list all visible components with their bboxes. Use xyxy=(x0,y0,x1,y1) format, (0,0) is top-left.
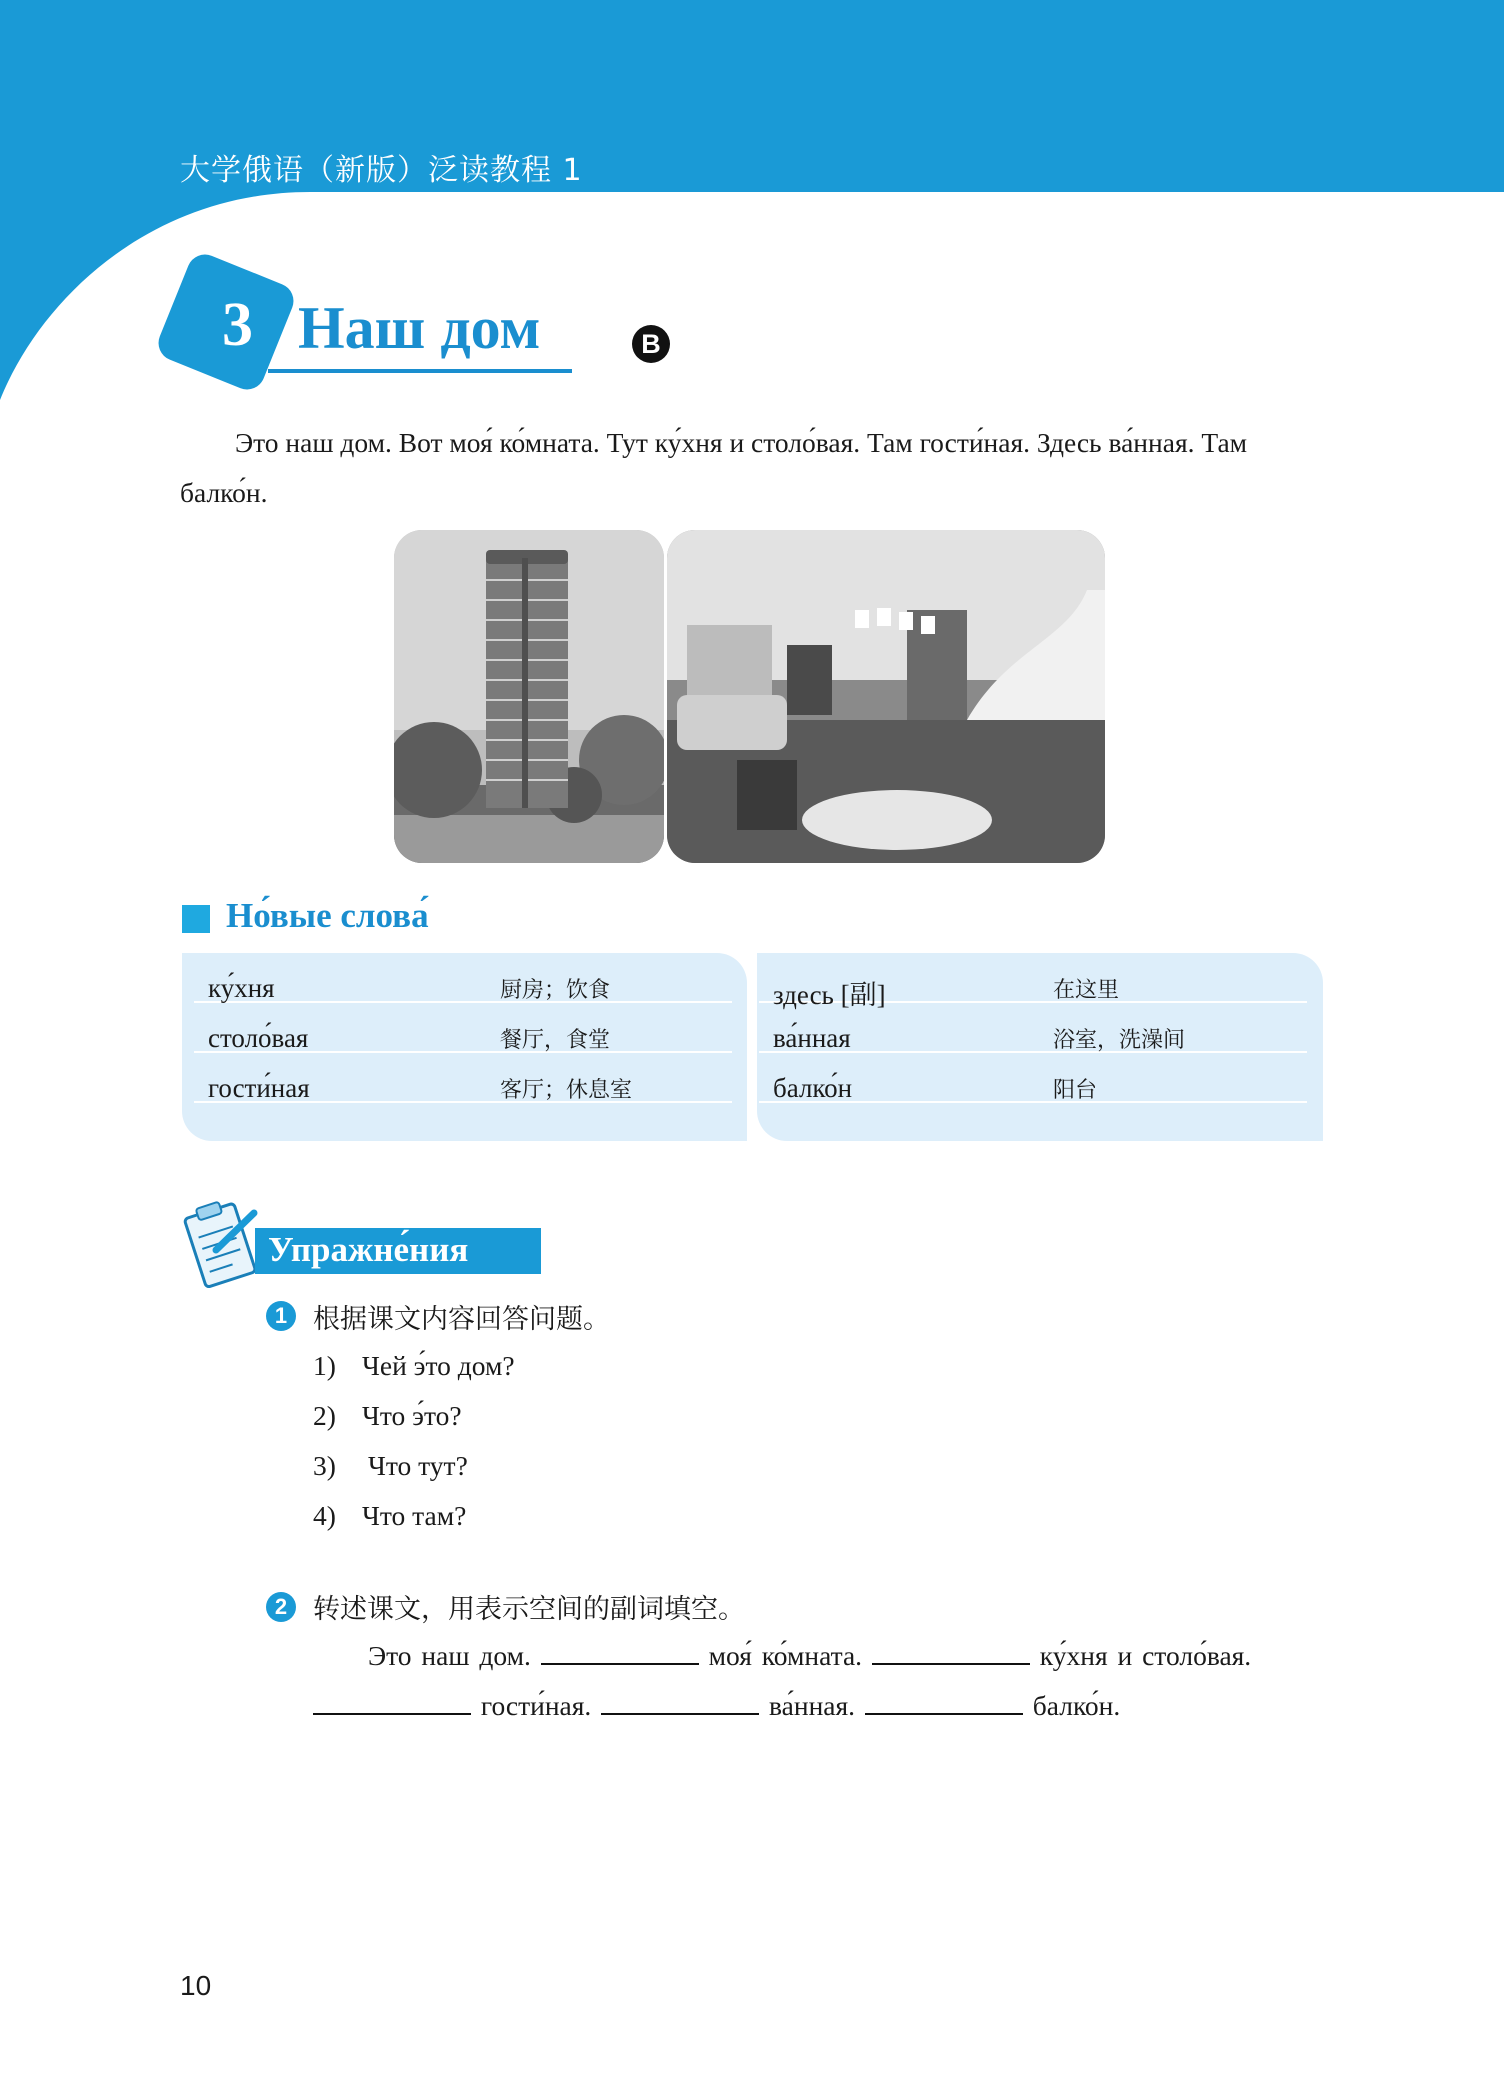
vocab-translation: 在这里 xyxy=(1053,978,1120,1003)
task2-instruction: 转述课文，用表示空间的副词填空。 xyxy=(313,1594,745,1625)
question-text: Что там? xyxy=(362,1500,467,1531)
fill-text: ку́хня и столо́вая. xyxy=(1039,1640,1252,1671)
question-number: 3) xyxy=(313,1450,336,1481)
question-number: 1) xyxy=(313,1350,336,1381)
vocab-translation: 厨房；饮食 xyxy=(500,978,611,1003)
vocab-row xyxy=(194,1003,732,1053)
vocab-word: гости́ная xyxy=(208,1073,310,1103)
vocab-word: ва́нная xyxy=(773,1023,851,1053)
fill-blank xyxy=(601,1691,759,1715)
vocab-row xyxy=(759,1003,1307,1053)
fill-text: моя́ ко́мната. xyxy=(708,1640,863,1671)
fill-blank xyxy=(541,1641,699,1665)
vocab-word: балко́н xyxy=(773,1073,853,1103)
task1-number: 1 xyxy=(266,1301,296,1331)
question-text: Что э́то? xyxy=(362,1400,462,1431)
question-text: Что тут? xyxy=(368,1450,468,1481)
building-photo xyxy=(394,530,664,863)
title-underline xyxy=(268,369,572,373)
fill-text: ва́нная. xyxy=(769,1690,856,1721)
exercises-title: Упражне́ния xyxy=(268,1230,469,1269)
vocab-word: ку́хня xyxy=(208,973,275,1003)
vocab-row xyxy=(194,1053,732,1103)
lesson-number: 3 xyxy=(222,291,253,359)
level-badge: B xyxy=(632,325,670,363)
vocab-word: столо́вая xyxy=(208,1023,309,1053)
book-title: 大学俄语（新版）泛读教程 1 xyxy=(180,153,583,188)
clipboard-pencil-icon xyxy=(176,1195,266,1295)
fill-text: Это наш дом. xyxy=(368,1640,531,1671)
fill-line-2 xyxy=(313,1690,1120,1722)
vocab-translation: 浴室，洗澡间 xyxy=(1053,1028,1186,1053)
vocab-word: здесь [副] xyxy=(773,980,886,1010)
fill-line-1 xyxy=(368,1640,1251,1672)
question-text: Чей э́то дом? xyxy=(362,1350,515,1381)
task1-instruction: 根据课文内容回答问题。 xyxy=(313,1304,610,1335)
vocab-row xyxy=(759,1053,1307,1103)
living-room-photo xyxy=(667,530,1105,863)
vocab-table-left xyxy=(182,953,747,1141)
vocab-translation: 客厅；休息室 xyxy=(500,1078,633,1103)
fill-blank xyxy=(872,1641,1030,1665)
question-number: 2) xyxy=(313,1400,336,1431)
vocab-row xyxy=(759,953,1307,1010)
vocab-table-right xyxy=(757,953,1323,1141)
fill-text: балко́н. xyxy=(1032,1690,1121,1721)
reading-text: Это наш дом. Вот моя́ ко́мната. Тут ку́хня и столо́вая. Там гости́ная. Здесь ва́нная. Там балко́н. xyxy=(180,427,1248,508)
question-number: 4) xyxy=(313,1500,336,1531)
page-number: 10 xyxy=(180,1970,212,2001)
vocab-translation: 阳台 xyxy=(1053,1078,1098,1103)
fill-blank xyxy=(865,1691,1023,1715)
vocab-row xyxy=(194,953,732,1003)
vocab-heading: Но́вые слова́ xyxy=(226,896,429,935)
task2-number: 2 xyxy=(266,1592,296,1622)
vocab-translation: 餐厅，食堂 xyxy=(500,1028,611,1053)
fill-blank xyxy=(313,1691,471,1715)
vocab-heading-marker xyxy=(182,905,210,933)
lesson-title: Наш дом xyxy=(298,295,541,361)
fill-text: гости́ная. xyxy=(480,1690,592,1721)
